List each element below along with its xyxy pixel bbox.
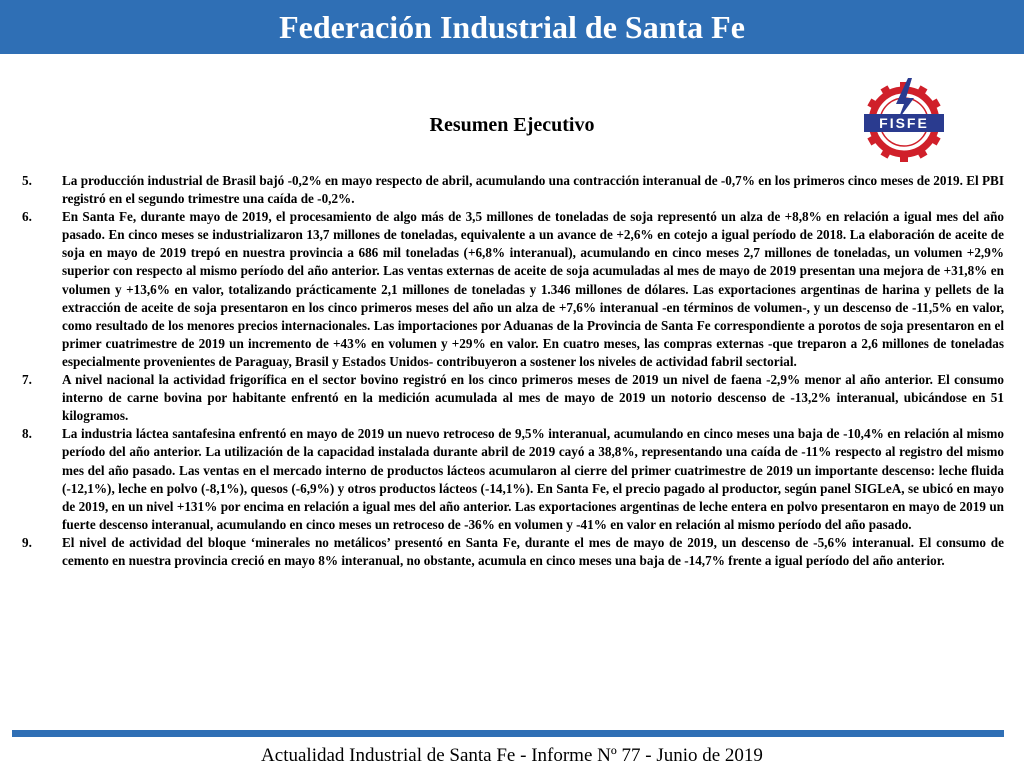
item-number: 6. <box>22 209 32 225</box>
item-text: En Santa Fe, durante mayo de 2019, el procesamiento de algo más de 3,5 millones de toneladas de soja representó un alza de +8,8% en relación a igual mes del año pasado. En cinco meses se industrializaron 13,7 millones de toneladas, equivalente a un avance de +2,6% en cotejo a igual período de 2018. La elaboración de aceite de soja en mayo de 2019 trepó en nuestra provincia a 686 mil toneladas (+6,8% interanual), acumulando en cinco meses 2,7 millones de toneladas, un volumen +2,9% superior con respecto al mismo período del año anterior. Las ventas externas de aceite de soja acumuladas al mes de mayo de 2019 presentan una mejora de +31,8% en volumen y +13,6% en valor, totalizando prácticamente 2,1 millones de toneladas y 1.346 millones de dólares. Las exportaciones argentinas de harina y pellets de la extracción de aceite de soja presentaron en los cinco primeros meses del año un alza de +7,6% interanual -en términos de volumen-, y un descenso de -11,5% en valor, como resultado de los menores precios internacionales. Las importaciones por Aduanas de la Provincia de Santa Fe correspondiente a porotos de soja presentaron en el primer cuatrimestre de 2019 un incremento de +43% en volumen y +29% en valor. En cuatro meses, las compras externas -que treparon a 2,6 millones de toneladas especialmente provenientes de Paraguay, Brasil y Estados Unidos- contribuyeron a sostener los niveles de actividad fabril sectorial. <box>62 209 1004 369</box>
item-number: 8. <box>22 426 32 442</box>
footer-caption: Actualidad Industrial de Santa Fe - Informe Nº 77 - Junio de 2019 <box>261 745 763 766</box>
list-item <box>22 172 1004 208</box>
list-item <box>22 208 1004 371</box>
logo-text: FISFE <box>879 115 929 131</box>
section-title: Resumen Ejecutivo <box>429 114 595 136</box>
list-item <box>22 371 1004 425</box>
page-title: Federación Industrial de Santa Fe <box>279 9 745 45</box>
list-item <box>22 425 1004 534</box>
footer-divider <box>12 730 1004 737</box>
list-item <box>22 534 1004 570</box>
item-number: 5. <box>22 173 32 188</box>
item-text: A nivel nacional la actividad frigorífica en el sector bovino registró en los cinco primeros meses de 2019 un nivel de faena -2,9% menor al año anterior. El consumo interno de carne bovina por habitante enfrentó en la medición acumulada al mes de mayo de 2019 un notorio descenso de -13,2% interanual, ubicándose en 51 kilogramos. <box>62 372 1004 424</box>
item-text: La industria láctea santafesina enfrentó en mayo de 2019 un nuevo retroceso de 9,5% interanual, acumulando en cinco meses una baja de -10,4% en relación al mismo período del año anterior. La utilización de la capacidad instalada durante abril de 2019 cayó a 38,8%, representando una caída de -11% respecto al registro del mismo mes del año pasado. Las ventas en el mercado interno de productos lácteos acumularon al cierre del primer cuatrimestre de 2019 un importante descenso: leche fluida (-12,1%), leche en polvo (-8,1%), quesos (-6,9%) y otros productos lácteos (-14,1%). En Santa Fe, el precio pagado al productor, según panel SIGLeA, se ubicó en mayo de 2019, en un nivel +131% por encima en relación a igual mes del año anterior. Las exportaciones argentinas de leche entera en polvo presentaron en mayo de 2019 un fuerte descenso interanual, acumulando en cinco meses un retroceso de -36% en volumen y -41% en valor en relación al mismo período del año pasado. <box>62 426 1004 532</box>
item-number: 7. <box>22 372 32 388</box>
summary-list <box>22 172 1004 570</box>
item-text: La producción industrial de Brasil bajó -0,2% en mayo respecto de abril, acumulando una contracción interanual de -0,7% en los primeros cinco meses de 2019. El PBI registró en el segundo trimestre una caída de -0,2%. <box>62 173 1004 207</box>
item-text: El nivel de actividad del bloque ‘minerales no metálicos’ presentó en Santa Fe, durante el mes de mayo de 2019, un descenso de -5,6% interanual. El consumo de cemento en nuestra provincia creció en mayo 8% interanual, no obstante, acumula en cinco meses una baja de -14,7% frente a igual período del año anterior. <box>62 534 1004 568</box>
item-number: 9. <box>22 534 32 550</box>
